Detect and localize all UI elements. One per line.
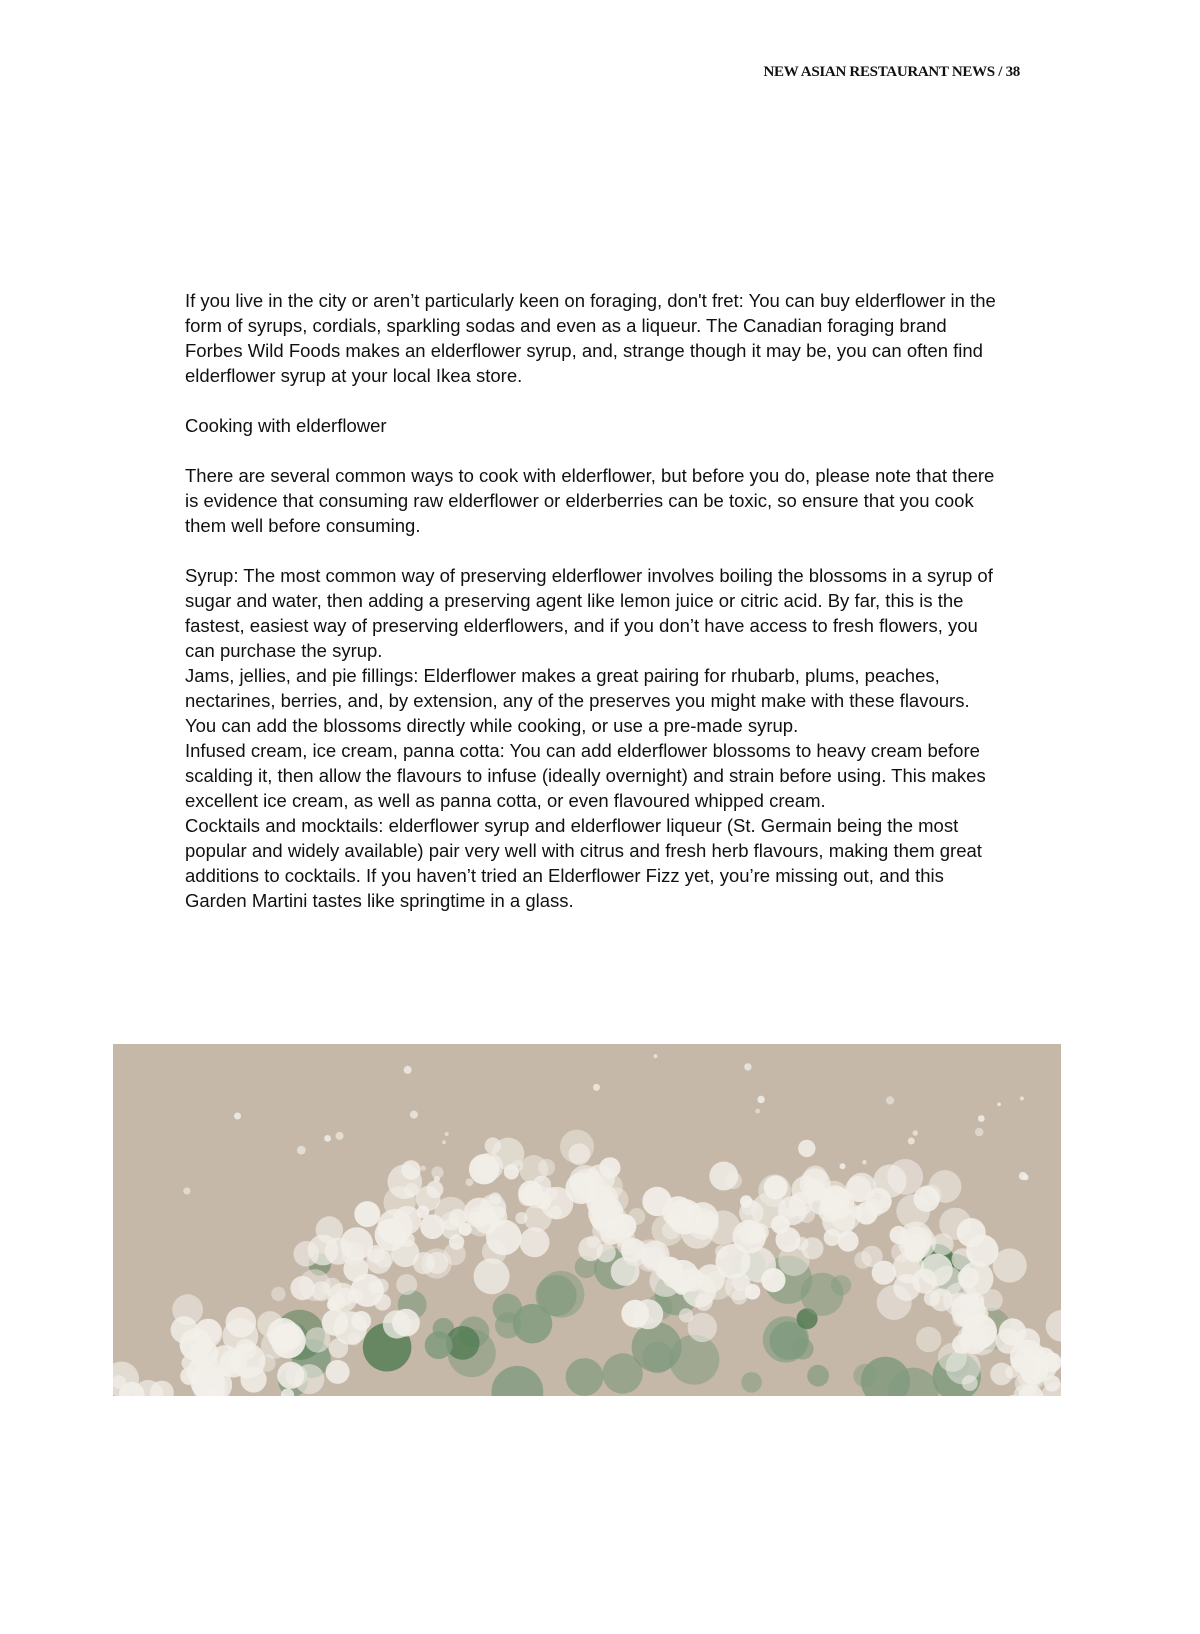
leaf	[495, 1312, 521, 1338]
floating-petal	[434, 1176, 440, 1182]
blossom	[761, 1268, 785, 1292]
elderflower-illustration	[113, 1044, 1061, 1396]
floating-petal	[324, 1135, 331, 1142]
blossom	[569, 1165, 601, 1197]
floating-petal	[410, 1111, 418, 1119]
blossom	[851, 1206, 864, 1219]
blossom	[226, 1307, 257, 1338]
blossom	[326, 1360, 350, 1384]
blossom	[348, 1289, 363, 1304]
blossom	[607, 1218, 620, 1231]
intro-paragraph: If you live in the city or aren’t particularly keen on foraging, don't fret: You can buy elderflower in the form of syrups, cordials, sparkling sodas and even as a liqueur. The Canadian foraging brand Forbes Wild Foods makes an elderflower syrup, and, strange though it may be, you can often find elderflower syrup at your local Ikea store.	[185, 290, 996, 386]
blossom	[267, 1318, 299, 1350]
leaf	[492, 1366, 544, 1396]
blossom	[449, 1234, 464, 1249]
floating-petal	[593, 1084, 600, 1091]
blossom	[374, 1279, 389, 1294]
blossom	[235, 1339, 256, 1360]
article-body	[185, 288, 1005, 913]
blossom	[1021, 1362, 1045, 1386]
floating-petal	[1020, 1096, 1024, 1100]
leaf	[801, 1273, 844, 1316]
blossom	[596, 1173, 623, 1200]
floating-petal	[442, 1140, 446, 1144]
blossom	[798, 1140, 815, 1157]
blossom	[745, 1284, 761, 1300]
blossom	[764, 1175, 788, 1199]
blossom	[515, 1212, 527, 1224]
blossom	[615, 1229, 630, 1244]
blossom	[924, 1290, 940, 1306]
blossom	[953, 1312, 968, 1327]
floating-petal	[978, 1115, 985, 1122]
method-jams: Jams, jellies, and pie fillings: Elderflower makes a great pairing for rhubarb, plums, peaches, nectarines, berries, and, by extension, any of the preserves you might make with these flavours. You can add the blossoms directly while cooking, or use a pre-made syrup.	[185, 665, 970, 736]
blossom	[733, 1220, 767, 1254]
floating-petal	[975, 1128, 983, 1136]
method-cocktails: Cocktails and mocktails: elderflower syrup and elderflower liqueur (St. Germain being the most popular and widely available) pair very well with citrus and fresh herb flavours, making them great additions to cocktails. If you haven’t tried an Elderflower Fizz yet, you’re missing out, and this Garden Martini tastes like springtime in a glass.	[185, 815, 982, 911]
floating-petal	[757, 1096, 764, 1103]
blossom	[560, 1130, 594, 1164]
blossom	[838, 1231, 859, 1252]
blossom	[383, 1310, 411, 1338]
blossom	[195, 1359, 212, 1376]
leaf	[861, 1357, 910, 1396]
floating-petal	[886, 1096, 894, 1104]
floating-petal	[297, 1146, 306, 1155]
blossom	[299, 1269, 331, 1301]
blossom	[413, 1252, 435, 1274]
method-infused-cream: Infused cream, ice cream, panna cotta: You can add elderflower blossoms to heavy cream before scalding it, then allow the flavours to infuse (ideally overnight) and strain before using. This makes excellent ice cream, as well as panna cotta, or even flavoured whipped cream.	[185, 740, 986, 811]
blossom	[404, 1183, 418, 1197]
blossom	[725, 1172, 742, 1189]
blossom	[1005, 1366, 1018, 1379]
blossom	[485, 1137, 501, 1153]
blossom	[479, 1194, 506, 1221]
floating-petal	[404, 1066, 412, 1074]
floating-petal	[421, 1166, 426, 1171]
floating-petal	[234, 1113, 241, 1120]
publication-header: NEW ASIAN RESTAURANT NEWS / 38	[763, 64, 1020, 80]
blossom	[681, 1216, 714, 1249]
floating-petal	[466, 1178, 474, 1186]
blossom	[333, 1311, 367, 1345]
blossom	[633, 1299, 663, 1329]
floating-petal	[840, 1163, 846, 1169]
leaf	[741, 1372, 762, 1393]
blossom	[628, 1208, 645, 1225]
blossom	[786, 1206, 798, 1218]
floating-petal	[445, 1132, 449, 1136]
section-subheading: Cooking with elderflower	[185, 415, 387, 436]
blossom	[703, 1270, 733, 1300]
floating-petal	[862, 1160, 866, 1164]
blossom	[308, 1235, 339, 1266]
blossom	[649, 1265, 681, 1297]
leaf	[642, 1342, 674, 1374]
blossom	[518, 1187, 537, 1206]
blossom	[959, 1261, 993, 1295]
blossom	[1046, 1310, 1061, 1342]
blossom	[962, 1375, 978, 1391]
blossom	[182, 1355, 197, 1370]
blossom	[688, 1313, 717, 1342]
blossom	[541, 1187, 574, 1220]
blossom	[172, 1294, 203, 1325]
blossom	[520, 1227, 550, 1257]
blossom	[343, 1257, 368, 1282]
leaf	[669, 1335, 719, 1385]
floating-petal	[744, 1063, 751, 1070]
blossom	[354, 1201, 380, 1227]
blossom	[374, 1249, 393, 1268]
floating-petal	[755, 1109, 760, 1114]
leaf	[566, 1358, 604, 1396]
blossom	[887, 1159, 923, 1195]
floating-petal	[913, 1130, 919, 1136]
blossom	[271, 1287, 285, 1301]
blossom	[715, 1245, 728, 1258]
blossom	[771, 1215, 790, 1234]
blossom	[808, 1189, 834, 1215]
leaf	[807, 1365, 829, 1387]
floating-petal	[997, 1103, 1001, 1107]
floating-petal	[183, 1187, 190, 1194]
blossom	[294, 1364, 324, 1394]
blossom	[880, 1196, 892, 1208]
floating-petal	[1019, 1172, 1027, 1180]
blossom	[1042, 1353, 1061, 1373]
floating-petal	[336, 1132, 344, 1140]
blossom	[932, 1233, 954, 1255]
caution-paragraph: There are several common ways to cook with elderflower, but before you do, please note that there is evidence that consuming raw elderflower or elderberries can be toxic, so ensure that you cook them well before consuming.	[185, 465, 995, 536]
blossom	[578, 1237, 603, 1262]
blossom	[519, 1155, 548, 1184]
blossom	[899, 1222, 932, 1255]
blossom	[962, 1294, 979, 1311]
floating-petal	[908, 1138, 915, 1145]
blossom	[396, 1274, 417, 1295]
blossom	[861, 1246, 882, 1267]
blossom	[916, 1327, 941, 1352]
method-syrup: Syrup: The most common way of preserving elderflower involves boiling the blossoms in a syrup of sugar and water, then adding a preserving agent like lemon juice or citric acid. By far, this is the fastest, easiest way of preserving elderflowers, and if you don’t have access to fresh flowers, you can purchase the syrup.	[185, 565, 993, 661]
blossom	[993, 1248, 1027, 1282]
blossom	[482, 1239, 507, 1264]
floating-petal	[653, 1054, 657, 1058]
elderflower-blossoms-graphic	[113, 1044, 1061, 1396]
blossom	[877, 1285, 912, 1320]
blossom	[1022, 1349, 1035, 1362]
blossom	[611, 1257, 640, 1286]
blossom	[374, 1294, 391, 1311]
blossom	[434, 1197, 467, 1230]
blossom	[965, 1323, 997, 1355]
leaf	[425, 1331, 453, 1359]
